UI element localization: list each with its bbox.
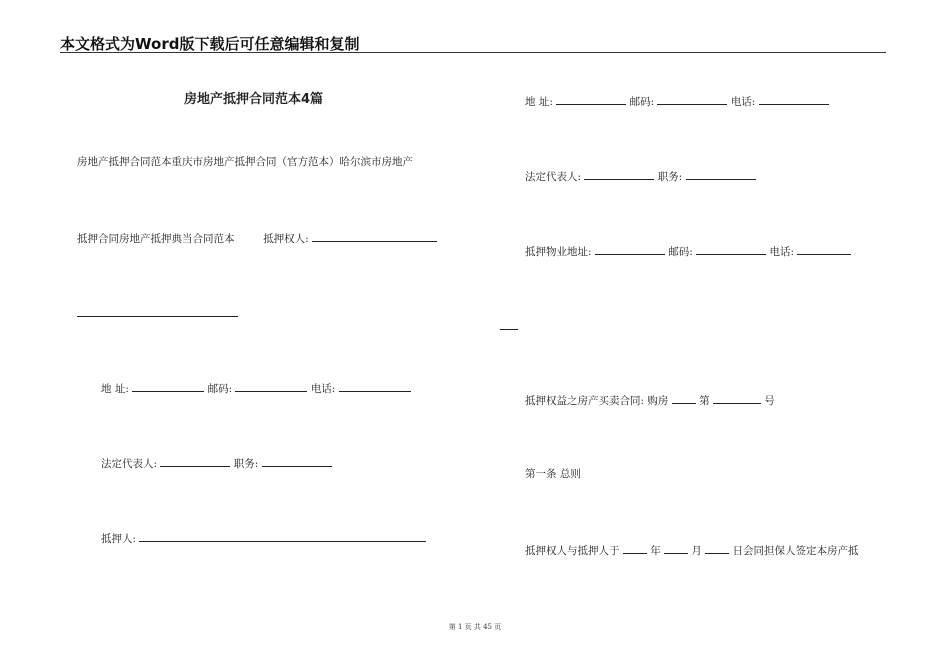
document-banner: 本文格式为Word版下载后可任意编辑和复制 — [60, 35, 360, 53]
right-phone-label: 电话: — [730, 96, 756, 108]
left-postcode-blank[interactable] — [235, 380, 307, 392]
clause-year: 年 — [650, 545, 661, 557]
left-address-label: 地 址: — [101, 383, 129, 395]
intro-line-2-text: 抵押合同房地产抵押典当合同范本 — [77, 233, 235, 245]
left-address-blank[interactable] — [132, 380, 204, 392]
clause-row — [525, 542, 859, 558]
right-legal-rep-row — [525, 168, 756, 184]
property-phone-label: 电话: — [769, 246, 795, 258]
property-phone-blank[interactable] — [797, 243, 851, 255]
left-postcode-label: 邮码: — [207, 383, 233, 395]
sale-contract-row — [525, 392, 775, 408]
mortgagee-label: 抵押权人: — [263, 233, 309, 245]
document-title: 房地产抵押合同范本4篇 — [184, 92, 324, 107]
left-legal-rep-label: 法定代表人: — [101, 458, 158, 470]
mortgagor-blank[interactable] — [139, 530, 426, 542]
left-address-row — [101, 380, 411, 396]
clause-tail: 日会同担保人签定本房产抵 — [732, 545, 859, 557]
right-postcode-label: 邮码: — [629, 96, 655, 108]
property-postcode-blank[interactable] — [696, 243, 766, 255]
right-position-blank[interactable] — [686, 168, 756, 180]
clause-part-1: 抵押权人与抵押人于 — [525, 545, 620, 557]
left-legal-rep-blank[interactable] — [160, 455, 230, 467]
right-address-row — [525, 93, 829, 109]
clause-month-blank[interactable] — [664, 542, 688, 554]
mortgagor-label: 抵押人: — [101, 533, 137, 545]
mortgagor-row — [101, 530, 426, 546]
left-legal-rep-row — [101, 455, 332, 471]
left-phone-label: 电话: — [310, 383, 336, 395]
property-phone-blank-continued[interactable] — [500, 329, 518, 330]
mortgagee-blank[interactable] — [312, 230, 437, 242]
right-phone-blank[interactable] — [759, 93, 829, 105]
mortgagee-blank-continued[interactable] — [77, 316, 238, 317]
page-indicator: 第 1 页 共 45 页 — [448, 623, 502, 631]
right-legal-rep-label: 法定代表人: — [525, 171, 582, 183]
property-address-blank[interactable] — [595, 243, 665, 255]
right-position-label: 职务: — [657, 171, 683, 183]
clause-month: 月 — [691, 545, 702, 557]
intro-line-1: 房地产抵押合同范本重庆市房地产抵押合同（官方范本）哈尔滨市房地产 — [77, 156, 413, 168]
left-position-blank[interactable] — [262, 455, 332, 467]
left-phone-blank[interactable] — [339, 380, 411, 392]
sale-contract-no: 第 — [699, 395, 710, 407]
sale-contract-house-blank[interactable] — [672, 392, 696, 404]
sale-contract-prefix: 抵押权益之房产买卖合同: 购房 — [525, 395, 669, 407]
property-address-row — [525, 243, 851, 259]
right-legal-rep-blank[interactable] — [584, 168, 654, 180]
banner-divider — [60, 52, 886, 53]
clause-day-blank[interactable] — [705, 542, 729, 554]
intro-line-2 — [77, 230, 437, 246]
article-1-heading: 第一条 总则 — [525, 468, 581, 480]
right-address-blank[interactable] — [556, 93, 626, 105]
clause-year-blank[interactable] — [623, 542, 647, 554]
right-address-label: 地 址: — [525, 96, 553, 108]
sale-contract-suffix: 号 — [764, 395, 775, 407]
property-address-label: 抵押物业地址: — [525, 246, 592, 258]
left-position-label: 职务: — [233, 458, 259, 470]
right-postcode-blank[interactable] — [657, 93, 727, 105]
sale-contract-number-blank[interactable] — [713, 392, 761, 404]
property-postcode-label: 邮码: — [668, 246, 693, 258]
